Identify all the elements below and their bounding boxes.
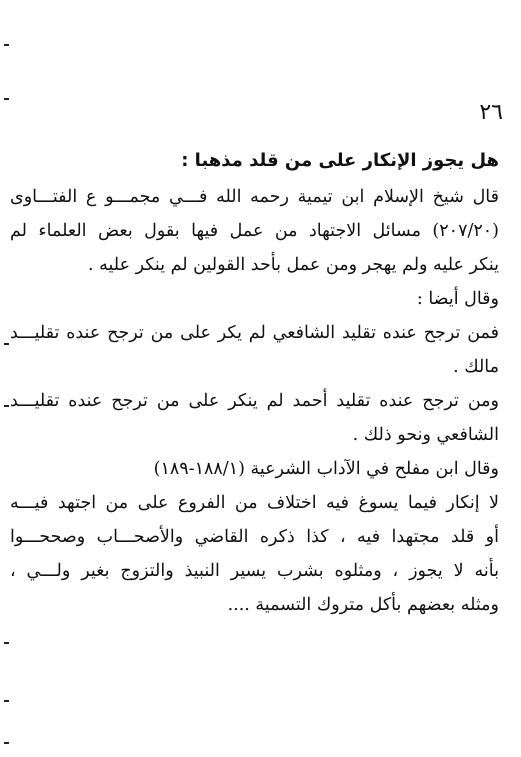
text-line: ومثله بعضهم بأكل متروك التسمية ....: [227, 595, 499, 615]
section-heading: هل يجوز الإنكار على من قلد مذهبا :: [181, 150, 499, 171]
margin-mark: [4, 642, 9, 644]
margin-mark: [4, 700, 9, 702]
page-number: ٢٦: [479, 100, 503, 125]
text-line: لا إنكار فيما يسوغ فيه اختلاف من الفروع على من اجتهد فيـــه: [10, 493, 499, 513]
margin-mark: [4, 44, 9, 46]
text-line: ينكر عليه ولم يهجر ومن عمل بأحد القولين لم ينكر عليه .: [88, 255, 499, 275]
text-line: أو قلد مجتهدا فيه ، كذا ذكره القاضي والأصحـــاب وصححـــوا: [10, 527, 499, 547]
text-line: مالك .: [453, 357, 499, 377]
margin-mark: [4, 98, 9, 100]
text-line: وقال أيضا :: [416, 289, 499, 309]
margin-mark: [4, 742, 9, 744]
text-line: وقال ابن مفلح في الآداب الشرعية (١٨٨/١-١٨٩): [153, 459, 499, 479]
text-line: ومن ترجح عنده تقليد أحمد لم ينكر على من ترجح عنده تقليـــد: [10, 391, 499, 411]
text-line: الشافعي ونحو ذلك .: [352, 425, 499, 445]
text-line: قال شيخ الإسلام ابن تيمية رحمه الله فـــي مجمـــو ع الفتـــاوى: [10, 187, 499, 207]
text-line: (٢٠٧/٢٠) مسائل الاجتهاد من عمل فيها بقول بعض العلماء لم: [10, 221, 499, 241]
body-text: [10, 180, 499, 622]
margin-mark: [4, 405, 9, 407]
margin-mark: [4, 343, 9, 345]
text-line: بأنه لا يجوز ، ومثلوه بشرب يسير النبيذ والتزوج بغير ولـــي ،: [10, 561, 499, 581]
text-line: فمن ترجح عنده تقليد الشافعي لم يكر على من ترجح عنده تقليـــد: [10, 323, 499, 343]
